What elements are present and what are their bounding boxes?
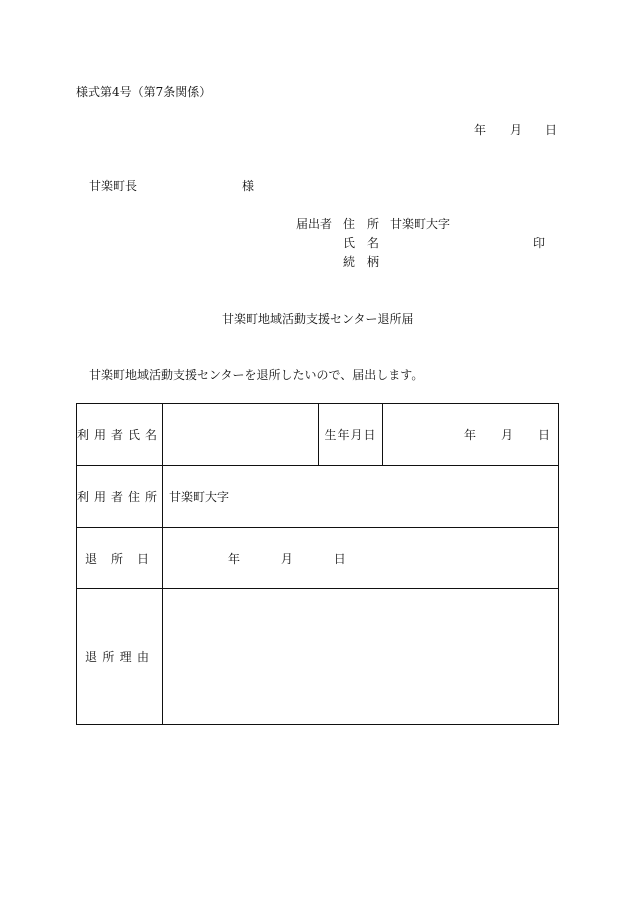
- form-number: 様式第4号（第7条関係）: [76, 85, 212, 99]
- applicant-relation-label: 続 柄: [343, 255, 380, 269]
- row-user-address: [77, 466, 559, 528]
- row-leave-date: [77, 528, 559, 589]
- leave-month: 月: [280, 551, 293, 566]
- header-date-month: 月: [510, 123, 523, 137]
- birth-day: 日: [537, 428, 550, 442]
- applicant-address-value: 甘楽町大字: [390, 217, 451, 231]
- addressee-title: 甘楽町長: [89, 179, 138, 193]
- row-leave-reason: [77, 589, 559, 725]
- user-name-label: 利用者氏名: [77, 404, 163, 466]
- applicant-name-label: 氏 名: [343, 236, 380, 250]
- birthdate-label: 生年月日: [319, 404, 383, 466]
- user-address-field[interactable]: [163, 466, 559, 528]
- leave-date-label: 退所日: [77, 528, 163, 589]
- leave-day: 日: [333, 551, 346, 566]
- leave-date-field[interactable]: [163, 528, 559, 589]
- birth-month: 月: [500, 428, 513, 442]
- statement: 甘楽町地域活動支援センターを退所したいので、届出します。: [89, 368, 424, 382]
- reason-label: 退所理由: [77, 589, 163, 725]
- leave-year: 年: [228, 551, 241, 566]
- applicant-address-label: 住 所: [343, 217, 380, 231]
- user-name-field[interactable]: [163, 404, 319, 466]
- row-user-name: [77, 404, 559, 466]
- withdrawal-form-table: [76, 403, 559, 725]
- user-address-label: 利用者住所: [77, 466, 163, 528]
- reason-field[interactable]: [163, 589, 559, 725]
- applicant-seal: 印: [533, 236, 546, 250]
- document-title: 甘楽町地域活動支援センター退所届: [222, 312, 414, 326]
- applicant-label: 届出者: [296, 217, 333, 231]
- header-date-day: 日: [545, 123, 558, 137]
- birth-year: 年: [463, 428, 476, 442]
- addressee-honorific: 様: [242, 179, 255, 193]
- birthdate-field[interactable]: [383, 404, 559, 466]
- header-date-year: 年: [474, 123, 487, 137]
- user-address-value: 甘楽町大字: [169, 490, 230, 504]
